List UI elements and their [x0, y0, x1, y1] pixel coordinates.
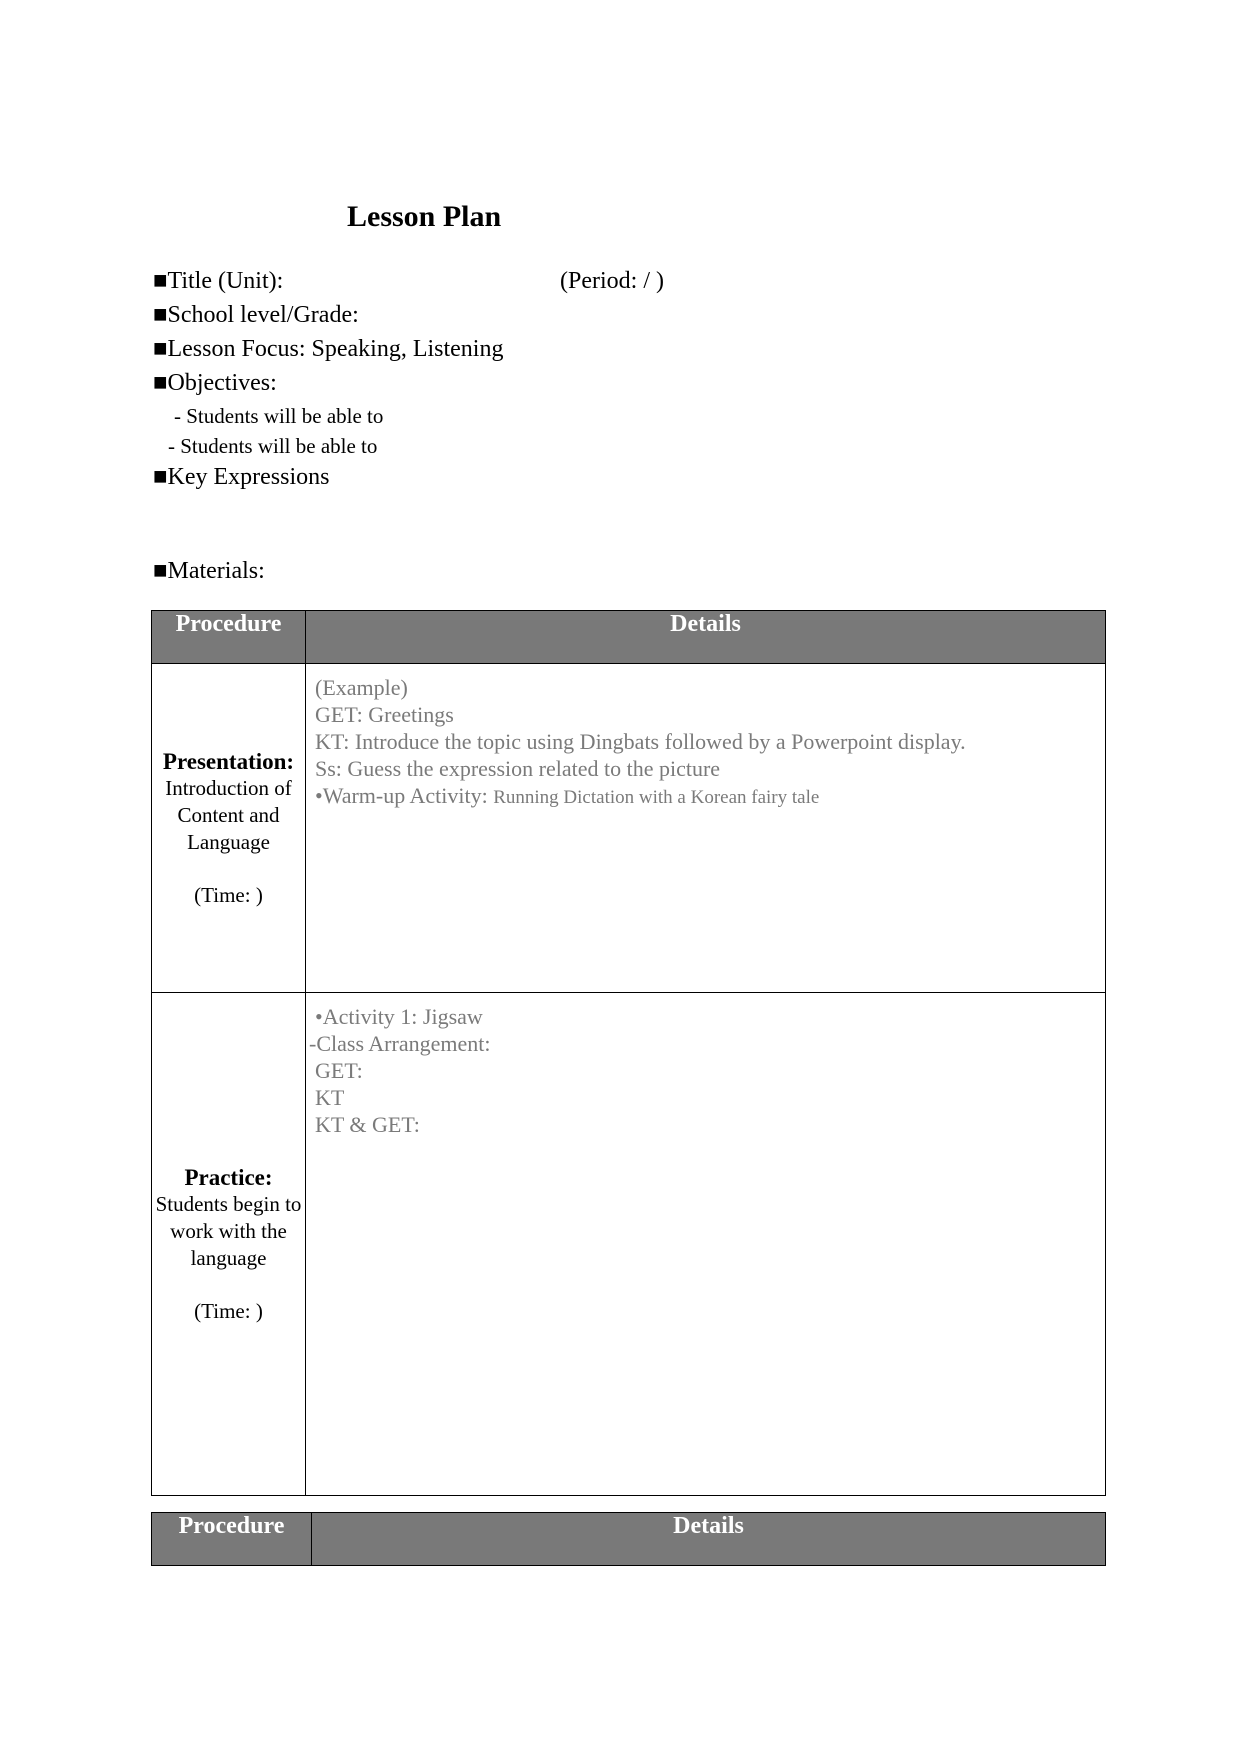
details-cell-practice	[306, 993, 1106, 1496]
details-cell-presentation	[306, 664, 1106, 993]
details-line: KT: Introduce the topic using Dingbats followed by a Powerpoint display.	[315, 729, 966, 754]
details-line: •Activity 1: Jigsaw	[315, 1004, 483, 1029]
procedure-cell-practice	[152, 993, 306, 1496]
field-period: (Period: / )	[560, 268, 664, 294]
field-school-level: ■School level/Grade:	[153, 302, 359, 328]
details-line: GET:	[315, 1058, 363, 1083]
header-procedure: Procedure	[152, 611, 306, 664]
procedure-time: (Time: )	[194, 1298, 263, 1323]
procedure-time: (Time: )	[194, 882, 263, 907]
procedure-description: Introduction of Content and Language	[165, 775, 292, 854]
warmup-prefix: •Warm-up Activity:	[315, 783, 494, 808]
field-key-expressions: ■Key Expressions	[153, 464, 330, 490]
warmup-text: Running Dictation with a Korean fairy tale	[493, 787, 820, 808]
objective-line-1: - Students will be able to	[174, 404, 384, 428]
details-line: KT	[315, 1085, 345, 1110]
procedure-name: Practice:	[184, 1164, 273, 1190]
procedure-name: Presentation:	[162, 748, 295, 774]
procedure-table	[151, 610, 1106, 1496]
details-line-warmup	[315, 782, 1105, 811]
objective-line-2: - Students will be able to	[168, 434, 378, 458]
table-header-row	[152, 611, 1106, 664]
page-title: Lesson Plan	[347, 200, 502, 233]
procedure-description: Students begin to work with the language	[155, 1191, 302, 1270]
details-line: KT & GET:	[315, 1112, 420, 1137]
field-materials: ■Materials:	[153, 558, 265, 584]
procedure-cell-presentation	[152, 664, 306, 993]
table-row	[152, 664, 1106, 993]
field-lesson-focus: ■Lesson Focus: Speaking, Listening	[153, 336, 504, 362]
procedure-table-2	[151, 1512, 1106, 1566]
table-row	[152, 993, 1106, 1496]
field-objectives: ■Objectives:	[153, 370, 277, 396]
table-header-row	[152, 1513, 1106, 1566]
details-line: GET: Greetings	[315, 702, 454, 727]
details-line: Ss: Guess the expression related to the picture	[315, 756, 721, 781]
details-line: (Example)	[315, 675, 408, 700]
header-details: Details	[312, 1513, 1106, 1566]
field-title-unit: ■Title (Unit):	[153, 268, 284, 294]
header-details: Details	[306, 611, 1106, 664]
header-procedure: Procedure	[152, 1513, 312, 1566]
details-line: -Class Arrangement:	[309, 1031, 491, 1056]
